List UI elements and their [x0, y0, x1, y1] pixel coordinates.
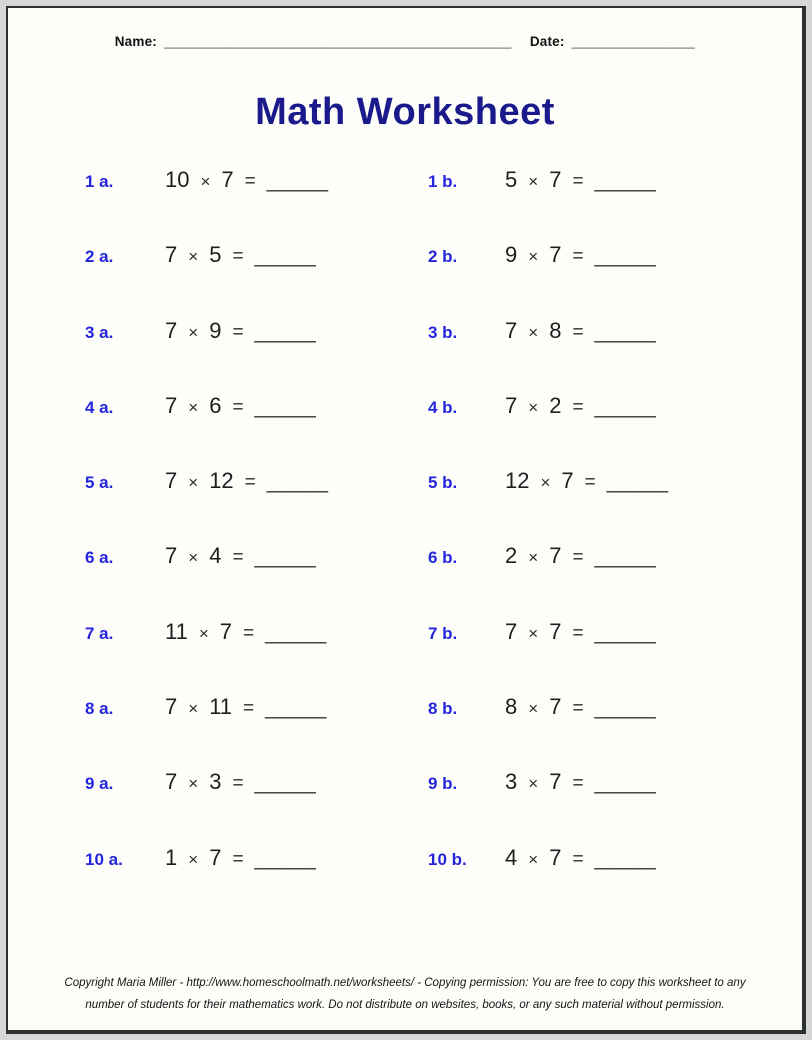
factor-2: 7: [549, 543, 562, 569]
problem-expression: [505, 468, 802, 494]
problem-expression: [165, 694, 428, 720]
answer-blank: _____: [594, 392, 656, 418]
equals-sign: =: [572, 321, 584, 343]
answer-blank: _____: [254, 317, 316, 343]
name-date-header: [8, 34, 802, 49]
equals-sign: =: [232, 547, 244, 569]
equals-sign: =: [572, 773, 584, 795]
factor-1: 5: [505, 167, 518, 192]
problem-expression: [165, 242, 428, 268]
answer-blank: _____: [594, 242, 656, 268]
date-blank-line: ________________: [571, 34, 696, 49]
factor-2: 7: [549, 769, 562, 795]
factor-1: 7: [165, 242, 178, 268]
copyright-line-1: Copyright Maria Miller - http://www.homeschoolmath.net/worksheets/ - Copying permission: You are free to copy this worksheet to any: [64, 977, 746, 990]
answer-blank: _____: [254, 392, 316, 418]
problem-number: 3 b.: [428, 322, 458, 342]
problem-expression: [165, 468, 428, 494]
problem-number: 1 a.: [85, 172, 114, 191]
answer-blank: _____: [254, 543, 316, 569]
factor-1: 7: [505, 317, 518, 343]
problem-number: 5 b.: [428, 473, 458, 493]
factor-1: 1: [165, 844, 178, 870]
factor-1: 7: [165, 694, 178, 720]
problem-number: 2 a.: [85, 247, 114, 267]
problem-row: [85, 318, 802, 393]
factor-1: 7: [165, 468, 178, 494]
problem-expression: [505, 318, 802, 344]
problem-expression: [505, 619, 802, 645]
factor-1: 7: [505, 618, 518, 644]
times-sign: ×: [188, 699, 199, 719]
factor-2: 7: [209, 844, 222, 870]
problem-number: 4 b.: [428, 397, 458, 417]
times-sign: ×: [528, 397, 539, 417]
factor-2: 2: [549, 392, 562, 418]
problem-expression: [165, 543, 428, 569]
problem-expression: [165, 845, 428, 871]
problem-number: 10 a.: [85, 849, 123, 869]
times-sign: ×: [528, 172, 539, 191]
factor-2: 7: [219, 618, 233, 644]
problem-number: 5 a.: [85, 473, 114, 493]
factor-1: 3: [505, 769, 518, 795]
equals-sign: =: [572, 396, 584, 418]
factor-1: 12: [505, 468, 530, 494]
problems-grid: [8, 167, 802, 920]
times-sign: ×: [188, 322, 199, 342]
problem-number: 6 b.: [428, 548, 458, 568]
answer-blank: _____: [254, 769, 316, 795]
answer-blank: _____: [266, 468, 328, 494]
times-sign: ×: [188, 849, 199, 869]
factor-2: 6: [209, 392, 222, 418]
problem-expression: [505, 242, 802, 268]
problem-number: 6 a.: [85, 548, 114, 568]
problem-expression: [505, 769, 802, 795]
answer-blank: _____: [266, 167, 328, 192]
problem-number: 1 b.: [428, 172, 458, 191]
times-sign: ×: [188, 397, 199, 417]
problem-expression: [505, 845, 802, 871]
factor-1: 2: [505, 543, 518, 569]
equals-sign: =: [244, 171, 256, 192]
answer-blank: _____: [254, 242, 316, 268]
equals-sign: =: [572, 698, 584, 720]
problem-number: 10 b.: [428, 849, 467, 869]
problem-row: [85, 167, 802, 242]
problem-number: 3 a.: [85, 322, 114, 342]
times-sign: ×: [540, 473, 551, 493]
problem-number: 8 a.: [85, 699, 114, 719]
problem-row: [85, 769, 802, 844]
date-label: Date:: [529, 34, 565, 49]
equals-sign: =: [244, 472, 256, 494]
problem-expression: [165, 393, 428, 419]
times-sign: ×: [528, 774, 539, 794]
factor-2: 7: [561, 468, 574, 494]
times-sign: ×: [188, 774, 199, 794]
times-sign: ×: [528, 623, 539, 643]
factor-1: 8: [505, 694, 518, 720]
equals-sign: =: [232, 396, 244, 418]
equals-sign: =: [584, 472, 596, 494]
times-sign: ×: [188, 247, 199, 267]
factor-1: 7: [165, 317, 178, 343]
problem-number: 9 a.: [85, 774, 114, 794]
equals-sign: =: [232, 773, 244, 795]
factor-1: 7: [165, 769, 178, 795]
factor-2: 4: [209, 543, 222, 569]
factor-1: 10: [165, 167, 190, 192]
answer-blank: _____: [594, 618, 656, 644]
equals-sign: =: [572, 171, 584, 192]
factor-1: 4: [505, 844, 518, 870]
copyright-footer: [8, 973, 802, 1016]
problem-expression: [165, 167, 428, 193]
problem-number: 7 a.: [85, 623, 114, 643]
times-sign: ×: [528, 247, 539, 267]
name-label: Name:: [114, 34, 157, 49]
factor-2: 8: [549, 317, 562, 343]
problem-number: 9 b.: [428, 774, 458, 794]
problem-expression: [165, 619, 428, 645]
name-blank-line: _____________________________________________: [163, 34, 512, 49]
problem-row: [85, 543, 802, 618]
factor-2: 7: [221, 167, 234, 192]
factor-2: 12: [209, 468, 234, 494]
factor-2: 7: [549, 242, 562, 268]
answer-blank: _____: [265, 618, 327, 644]
problem-row: [85, 619, 802, 694]
equals-sign: =: [572, 547, 584, 569]
times-sign: ×: [528, 322, 539, 342]
times-sign: ×: [528, 548, 539, 568]
problem-number: 8 b.: [428, 699, 458, 719]
equals-sign: =: [572, 246, 584, 268]
equals-sign: =: [232, 246, 244, 268]
times-sign: ×: [188, 473, 199, 493]
equals-sign: =: [243, 622, 255, 644]
factor-1: 7: [505, 392, 518, 418]
equals-sign: =: [232, 848, 244, 870]
worksheet-page: [6, 6, 806, 1034]
equals-sign: =: [572, 848, 584, 870]
problem-expression: [505, 543, 802, 569]
problem-expression: [505, 393, 802, 419]
answer-blank: _____: [594, 167, 656, 192]
problem-number: 4 a.: [85, 397, 114, 417]
factor-2: 11: [209, 694, 233, 720]
answer-blank: _____: [594, 317, 656, 343]
problem-row: [85, 468, 802, 543]
factor-1: 9: [505, 242, 518, 268]
times-sign: ×: [188, 548, 199, 568]
factor-2: 7: [549, 844, 562, 870]
problem-number: 7 b.: [428, 623, 458, 643]
factor-2: 5: [209, 242, 222, 268]
answer-blank: _____: [265, 694, 327, 720]
factor-2: 3: [209, 769, 222, 795]
times-sign: ×: [528, 699, 539, 719]
answer-blank: _____: [594, 694, 656, 720]
factor-2: 9: [209, 317, 222, 343]
times-sign: ×: [200, 172, 211, 191]
problem-row: [85, 242, 802, 317]
answer-blank: _____: [594, 769, 656, 795]
problem-number: 2 b.: [428, 247, 458, 267]
equals-sign: =: [232, 321, 244, 343]
problem-row: [85, 845, 802, 920]
answer-blank: _____: [606, 468, 668, 494]
page-title: Math Worksheet: [255, 91, 555, 133]
equals-sign: =: [243, 698, 255, 720]
copyright-line-2: number of students for their mathematics work. Do not distribute on websites, books, or any such material without permission.: [85, 998, 725, 1011]
factor-2: 7: [549, 167, 562, 192]
problem-expression: [505, 167, 802, 193]
factor-1: 11: [165, 618, 188, 644]
factor-1: 7: [165, 392, 178, 418]
times-sign: ×: [198, 623, 209, 643]
answer-blank: _____: [594, 844, 656, 870]
factor-1: 7: [165, 543, 178, 569]
problem-expression: [165, 318, 428, 344]
answer-blank: _____: [594, 543, 656, 569]
problem-expression: [165, 769, 428, 795]
times-sign: ×: [528, 849, 539, 869]
factor-2: 7: [549, 618, 562, 644]
problem-expression: [505, 694, 802, 720]
answer-blank: _____: [254, 844, 316, 870]
equals-sign: =: [572, 622, 584, 644]
problem-row: [85, 694, 802, 769]
factor-2: 7: [549, 694, 562, 720]
problem-row: [85, 393, 802, 468]
